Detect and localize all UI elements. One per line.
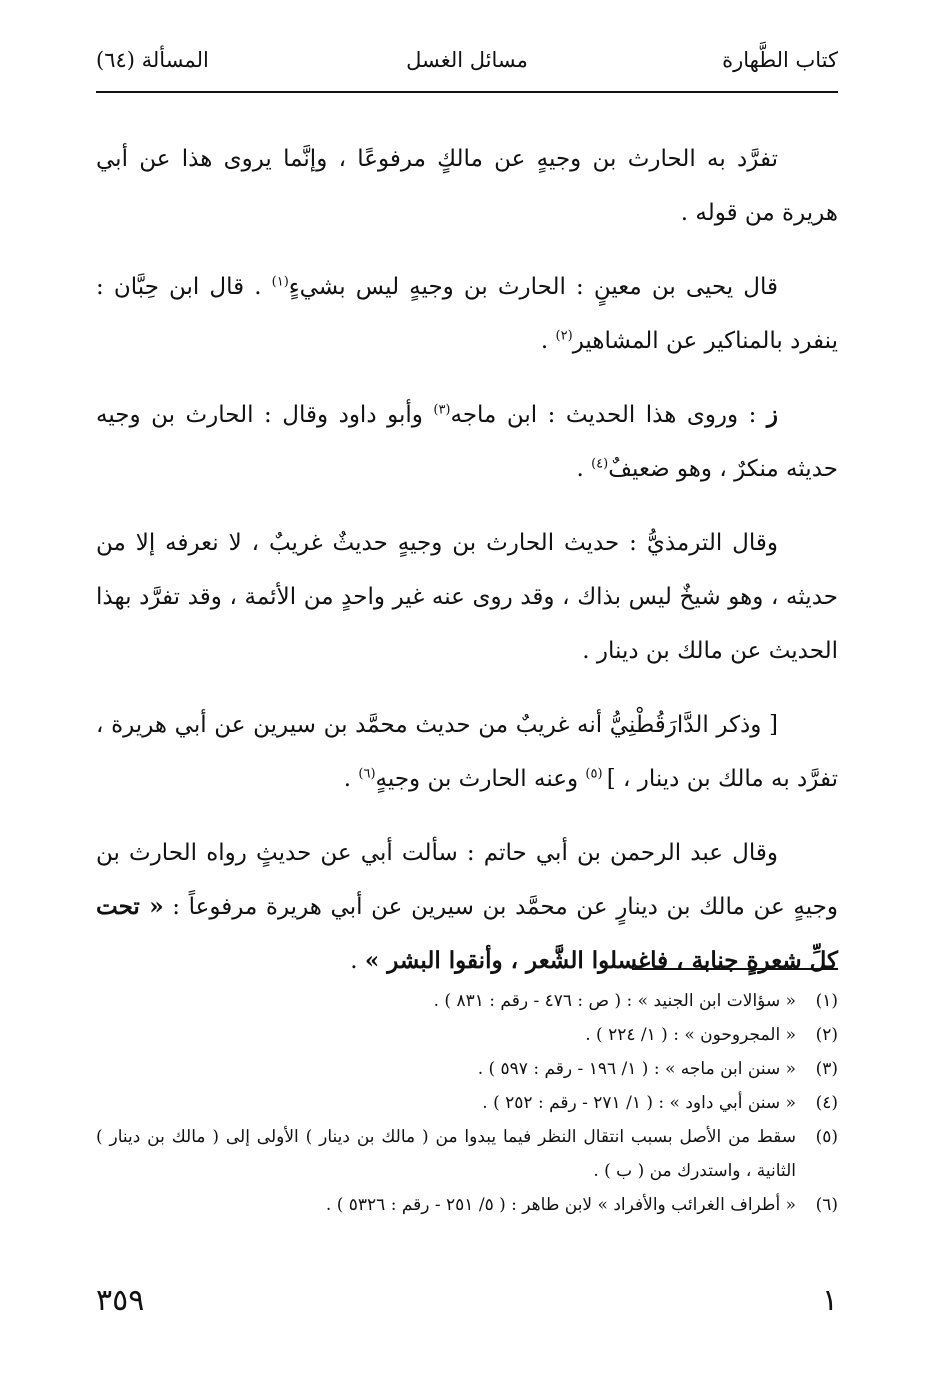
paragraph-3-text-c: . <box>576 456 592 482</box>
paragraph-4-text: وقال الترمذيُّ : حديث الحارث بن وجيهٍ حديثٌ غريبٌ ، لا نعرفه إلا من حديثه ، وهو شيخٌ ليس بذاك ، وقد روى عنه غير واحدٍ من الأئمة ، وقد تفرَّد بهذا الحديث عن مالك بن دينار . <box>96 530 838 664</box>
footnote-2 <box>96 1018 838 1052</box>
header-rule <box>96 91 838 93</box>
footnote-number: (٦) <box>815 1195 838 1215</box>
footnote-text: « المجروحون » : ( ١/ ٢٢٤ ) . <box>585 1025 796 1045</box>
paragraph-4 <box>96 516 838 678</box>
signature-mark: ١ <box>821 1283 838 1318</box>
footnote-number: (٥) <box>815 1127 838 1147</box>
main-text <box>96 132 838 1008</box>
paragraph-2-text-a: قال يحيى بن معينٍ : الحارث بن وجيهٍ ليس بشيءٍ <box>288 274 779 300</box>
footnote-6 <box>96 1188 838 1222</box>
footnote-3 <box>96 1052 838 1086</box>
paragraph-5-text-c: . <box>343 766 359 792</box>
page-number: ٣٥٩ <box>96 1283 145 1318</box>
footnote-ref-1: (١) <box>271 274 289 290</box>
header-question-number: المسألة (٦٤) <box>96 48 209 72</box>
header-chapter-title: مسائل الغسل <box>406 48 528 72</box>
paragraph-6 <box>96 826 838 988</box>
header-book-title: كتاب الطَّهارة <box>722 48 838 72</box>
footnote-number: (٤) <box>815 1093 838 1113</box>
paragraph-1-text: تفرَّد به الحارث بن وجيهٍ عن مالكٍ مرفوعًا ، وإنَّما يروى هذا عن أبي هريرة من قوله . <box>96 146 838 226</box>
paragraph-1 <box>96 132 838 240</box>
zawaid-symbol: ز <box>766 401 778 428</box>
footnote-ref-6: (٦) <box>358 766 376 782</box>
paragraph-2-text-b: . قال ابن حِبَّان : ينفرد بالمناكير عن المشاهير <box>96 274 838 354</box>
paragraph-3 <box>96 388 838 496</box>
paragraph-2 <box>96 260 838 368</box>
footnote-rule <box>632 968 838 970</box>
footnote-number: (٣) <box>815 1059 838 1079</box>
running-header <box>96 42 838 82</box>
footnote-ref-5: (٥) <box>585 766 607 782</box>
footnote-5 <box>96 1120 838 1188</box>
paragraph-3-text-b: وأبو داود وقال : الحارث بن وجيه حديثه منكرٌ ، وهو ضعيفٌ <box>96 402 838 482</box>
footnote-ref-4: (٤) <box>591 456 609 472</box>
footnote-text: « سنن ابن ماجه » : ( ١/ ١٩٦ - رقم : ٥٩٧ ) . <box>477 1059 796 1079</box>
paragraph-5 <box>96 698 838 806</box>
paragraph-5-text-b: وعنه الحارث بن وجيهٍ <box>375 766 586 792</box>
footnote-ref-3: (٣) <box>433 402 451 418</box>
paragraph-6-text-c: . <box>350 948 365 974</box>
footnote-text: « سنن أبي داود » : ( ١/ ٢٧١ - رقم : ٢٥٢ ) . <box>482 1093 796 1113</box>
footnotes <box>96 984 838 1222</box>
paragraph-5-text-a: [ وذكر الدَّارَقُطْنِيُّ أنه غريبٌ من حديث محمَّد بن سيرين عن أبي هريرة ، تفرَّد به مالك بن دينار ، ] <box>96 712 838 792</box>
paragraph-6-text-a: وقال عبد الرحمن بن أبي حاتم : سألت أبي عن حديثٍ رواه الحارث بن وجيهٍ عن مالك بن دينارٍ عن محمَّد بن سيرين عن أبي هريرة مرفوعاً : <box>96 840 839 920</box>
paragraph-2-text-c: . <box>540 328 556 354</box>
footnote-1 <box>96 984 838 1018</box>
hadith-quote: « تحت كلِّ شعرةٍ جنابة ، فاغسلوا الشَّعر ، وأنقوا البشر » <box>96 893 838 974</box>
footnote-text: « أطراف الغرائب والأفراد » لابن طاهر : ( ٥/ ٢٥١ - رقم : ٥٣٢٦ ) . <box>325 1195 796 1215</box>
footnote-4 <box>96 1086 838 1120</box>
footnote-ref-2: (٢) <box>555 328 573 344</box>
paragraph-3-text-a: : وروى هذا الحديث : ابن ماجه <box>450 402 767 428</box>
footnote-text: سقط من الأصل بسبب انتقال النظر فيما يبدوا من ( مالك بن دينار ) الأولى إلى ( مالك بن دينار ) الثانية ، واستدرك من ( ب ) . <box>96 1127 796 1181</box>
footnote-text: « سؤالات ابن الجنيد » : ( ص : ٤٧٦ - رقم : ٨٣١ ) . <box>433 991 796 1011</box>
footnote-number: (٢) <box>815 1025 838 1045</box>
footnote-number: (١) <box>815 991 838 1011</box>
